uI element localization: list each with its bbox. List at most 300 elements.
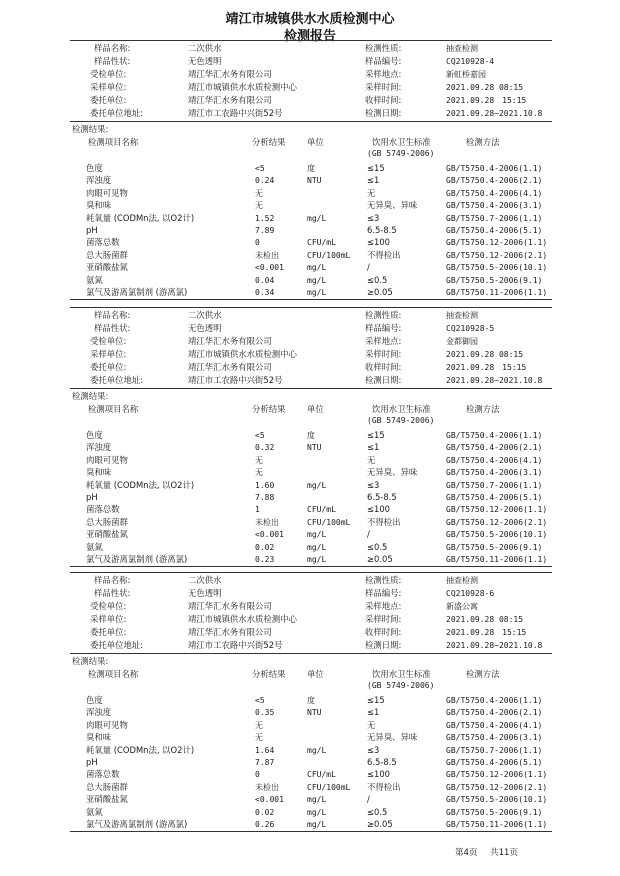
info-row	[0, 374, 620, 387]
item-method: GB/T5750.5-2006(10.1)	[446, 263, 548, 273]
item-unit: 度	[307, 431, 315, 440]
item-result: <5	[255, 164, 265, 173]
info-value: 靖江华汇水务有限公司	[188, 362, 272, 372]
item-name: 色度	[86, 695, 103, 705]
report-title: 检测报告	[283, 29, 336, 44]
info-value: 二次供水	[188, 310, 222, 320]
item-unit: CFU/100mL	[307, 517, 351, 527]
info-label: 委托单位:	[90, 362, 127, 372]
info-row	[0, 587, 620, 600]
item-name: 氯气及游离氯制剂 (游离氯)	[86, 819, 188, 829]
item-unit: 度	[307, 164, 315, 173]
info-label: 样品性状:	[94, 323, 131, 333]
item-result: 0.04	[255, 275, 275, 285]
item-method: GB/T5750.7-2006(1.1)	[446, 745, 543, 755]
item-method: GB/T5750.4-2006(4.1)	[446, 720, 543, 730]
info-value: 靖江华汇水务有限公司	[188, 69, 272, 79]
info-label: 采样时间:	[365, 349, 402, 359]
item-standard: ≤1	[367, 442, 380, 453]
info-value: 靖江市工农路中兴街52号	[188, 640, 283, 650]
item-result: 0	[255, 238, 260, 248]
item-result: 0.24	[255, 176, 275, 186]
section-top-rule	[70, 307, 552, 308]
info-label: 检测日期:	[365, 640, 402, 650]
info-value: 靖江市城镇供水水质检测中心	[188, 614, 297, 624]
item-standard: 不得检出	[367, 516, 401, 527]
info-value: 二次供水	[188, 43, 222, 53]
result-row	[0, 818, 620, 831]
result-row	[0, 429, 620, 442]
item-standard: 6.5-8.5	[367, 757, 397, 767]
info-label: 采样单位:	[90, 349, 127, 359]
column-header: 检测项目名称	[88, 404, 139, 414]
item-result: 未检出	[255, 782, 279, 792]
result-row	[0, 731, 620, 744]
item-standard: 无	[367, 187, 376, 198]
item-name: 菌落总数	[86, 769, 120, 780]
standard-subtitle: (GB 5749-2006)	[367, 416, 435, 425]
item-method: GB/T5750.4-2006(2.1)	[446, 708, 543, 718]
info-value: 2021.09.28 15:15	[446, 363, 527, 372]
item-name: 总大肠菌群	[86, 781, 128, 792]
item-standard: ≥0.05	[367, 554, 393, 564]
item-method: GB/T5750.12-2006(2.1)	[446, 517, 548, 527]
item-name: 臭和味	[86, 467, 112, 478]
info-row	[0, 94, 620, 107]
standard-subtitle: (GB 5749-2006)	[367, 681, 435, 690]
item-method: GB/T5750.4-2006(2.1)	[446, 176, 543, 186]
column-header: 单位	[307, 669, 324, 679]
item-result: <0.001	[255, 263, 284, 273]
result-row	[0, 212, 620, 225]
item-standard: 无	[367, 719, 376, 730]
item-result: 未检出	[255, 517, 279, 527]
result-row	[0, 236, 620, 249]
info-value: CQ210928-5	[446, 324, 495, 333]
result-row	[0, 806, 620, 819]
result-row	[0, 694, 620, 707]
info-row	[0, 68, 620, 81]
info-label: 受检单位:	[90, 69, 127, 79]
info-value: 靖江华汇水务有限公司	[188, 601, 272, 611]
item-result: 0	[255, 770, 260, 780]
info-label: 样品编号:	[365, 56, 402, 66]
info-row	[0, 309, 620, 322]
item-unit: mg/L	[307, 795, 327, 805]
item-unit: CFU/mL	[307, 770, 336, 780]
item-standard: 无	[367, 454, 376, 465]
item-standard: ≤100	[367, 504, 391, 515]
item-name: 氨氮	[86, 274, 103, 285]
info-value: CQ210928-6	[446, 589, 495, 598]
item-result: 1.52	[255, 213, 275, 223]
item-result: 0.02	[255, 807, 275, 817]
results-label: 检测结果:	[72, 391, 109, 401]
item-standard: 6.5-8.5	[367, 492, 397, 502]
result-row	[0, 466, 620, 479]
result-row	[0, 541, 620, 554]
item-unit: mg/L	[307, 213, 327, 223]
item-result: 0.32	[255, 443, 275, 453]
section-bottom-rule	[70, 566, 552, 567]
item-name: 色度	[86, 430, 103, 440]
item-method: GB/T5750.11-2006(1.1)	[446, 555, 548, 564]
item-name: 菌落总数	[86, 504, 120, 515]
result-row	[0, 793, 620, 806]
result-row	[0, 199, 620, 212]
item-method: GB/T5750.4-2006(5.1)	[446, 493, 543, 502]
report-org-title: 靖江市城镇供水水质检测中心	[225, 12, 395, 27]
item-method: GB/T5750.12-2006(2.1)	[446, 250, 548, 260]
item-name: 总大肠菌群	[86, 516, 128, 527]
info-label: 委托单位地址:	[90, 640, 144, 650]
item-method: GB/T5750.5-2006(9.1)	[446, 807, 543, 817]
item-name: 耗氧量 (CODMn法, 以O2计)	[86, 212, 195, 223]
info-row	[0, 335, 620, 348]
item-name: 总大肠菌群	[86, 249, 128, 260]
result-row	[0, 454, 620, 467]
info-label: 委托单位地址:	[90, 108, 144, 118]
item-name: 亚硝酸盐氮	[86, 262, 128, 273]
info-label: 委托单位:	[90, 627, 127, 637]
item-method: GB/T5750.5-2006(9.1)	[446, 542, 543, 552]
info-label: 检测日期:	[365, 375, 402, 385]
result-row	[0, 503, 620, 516]
item-unit: NTU	[307, 443, 322, 453]
item-result: <0.001	[255, 795, 284, 805]
item-standard: ≤1	[367, 175, 380, 186]
result-row	[0, 261, 620, 274]
column-header: 饮用水卫生标准	[372, 669, 431, 679]
results-label-row	[0, 390, 620, 403]
item-method: GB/T5750.4-2006(4.1)	[446, 188, 543, 198]
info-label: 采样时间:	[365, 614, 402, 624]
item-unit: mg/L	[307, 542, 327, 552]
info-value: 2021.09.28 15:15	[446, 628, 527, 637]
item-method: GB/T5750.12-2006(1.1)	[446, 505, 548, 515]
item-name: 肉眼可见物	[86, 454, 128, 465]
info-label: 样品名称:	[94, 310, 131, 320]
item-standard: ≤3	[367, 744, 380, 755]
item-unit: CFU/100mL	[307, 250, 351, 260]
item-result: 无	[255, 188, 263, 198]
item-result: <5	[255, 696, 265, 705]
item-result: 0.35	[255, 708, 275, 718]
item-result: 7.88	[255, 493, 275, 502]
result-row	[0, 162, 620, 175]
standard-subtitle: (GB 5749-2006)	[367, 149, 435, 158]
info-value: 抽查检测	[446, 576, 478, 585]
item-unit: CFU/100mL	[307, 782, 351, 792]
result-row	[0, 187, 620, 200]
info-label: 委托单位地址:	[90, 375, 144, 385]
item-method: GB/T5750.4-2006(1.1)	[446, 164, 543, 173]
item-name: 浑浊度	[86, 442, 112, 453]
standard-sub-row	[0, 147, 620, 160]
page-number: 第4页	[455, 848, 478, 858]
result-row	[0, 479, 620, 492]
item-standard: ≤0.5	[367, 274, 388, 285]
result-row	[0, 174, 620, 187]
item-result: 0.26	[255, 820, 275, 829]
result-row	[0, 491, 620, 504]
result-row	[0, 516, 620, 529]
item-method: GB/T5750.5-2006(9.1)	[446, 275, 543, 285]
item-result: 0.23	[255, 555, 275, 564]
info-row	[0, 348, 620, 361]
column-header: 检测项目名称	[88, 669, 139, 679]
info-value: 抽查检测	[446, 44, 478, 53]
item-name: 色度	[86, 163, 103, 173]
info-label: 样品名称:	[94, 575, 131, 585]
info-row	[0, 600, 620, 613]
info-label: 检测日期:	[365, 108, 402, 118]
info-bottom-rule	[70, 653, 552, 654]
item-standard: 6.5-8.5	[367, 225, 397, 235]
item-unit: mg/L	[307, 820, 327, 829]
info-label: 样品名称:	[94, 43, 131, 53]
info-label: 样品性状:	[94, 588, 131, 598]
item-standard: ≤15	[367, 695, 385, 705]
item-standard: /	[367, 529, 370, 540]
item-name: 亚硝酸盐氮	[86, 529, 128, 540]
info-value: 二次供水	[188, 575, 222, 585]
item-unit: mg/L	[307, 807, 327, 817]
info-label: 采样单位:	[90, 82, 127, 92]
item-result: 无	[255, 201, 263, 211]
item-name: 耗氧量 (CODMn法, 以O2计)	[86, 479, 195, 490]
item-unit: CFU/mL	[307, 238, 336, 248]
info-value: 靖江市城镇供水水质检测中心	[188, 82, 297, 92]
info-bottom-rule	[70, 121, 552, 122]
info-row	[0, 613, 620, 626]
column-header: 分析结果	[252, 404, 286, 414]
column-header: 检测方法	[466, 669, 500, 679]
info-label: 采样地点:	[365, 336, 402, 346]
results-label-row	[0, 655, 620, 668]
info-row	[0, 626, 620, 639]
results-label-row	[0, 123, 620, 136]
item-standard: ≤0.5	[367, 806, 388, 817]
item-result: 1.60	[255, 480, 275, 490]
result-row	[0, 286, 620, 299]
info-value: 2021.09.28 08:15	[446, 83, 524, 92]
info-label: 收样时间:	[365, 627, 402, 637]
info-label: 采样时间:	[365, 82, 402, 92]
info-value: 靖江市工农路中兴街52号	[188, 375, 283, 385]
result-row	[0, 719, 620, 732]
item-standard: ≤3	[367, 212, 380, 223]
item-unit: mg/L	[307, 555, 327, 564]
info-label: 委托单位:	[90, 95, 127, 105]
item-standard: /	[367, 794, 370, 805]
info-value: 2021.09.28~2021.10.8	[446, 109, 543, 118]
result-row	[0, 249, 620, 262]
item-name: 浑浊度	[86, 175, 112, 186]
item-standard: ≥0.05	[367, 287, 393, 297]
item-result: 1	[255, 505, 260, 515]
info-value: 无色透明	[188, 323, 222, 333]
item-method: GB/T5750.12-2006(1.1)	[446, 770, 548, 780]
item-result: 无	[255, 468, 263, 478]
item-standard: ≤1	[367, 707, 380, 718]
item-standard: ≤0.5	[367, 541, 388, 552]
item-unit: mg/L	[307, 263, 327, 273]
info-label: 收样时间:	[365, 362, 402, 372]
info-value: 新虹桥嘉园	[446, 70, 486, 79]
results-label: 检测结果:	[72, 656, 109, 666]
item-method: GB/T5750.4-2006(2.1)	[446, 443, 543, 453]
info-label: 检测性质:	[365, 575, 402, 585]
item-method: GB/T5750.4-2006(5.1)	[446, 758, 543, 767]
item-name: 肉眼可见物	[86, 187, 128, 198]
item-unit: mg/L	[307, 530, 327, 540]
item-unit: 度	[307, 696, 315, 705]
item-standard: ≤3	[367, 479, 380, 490]
column-header: 检测项目名称	[88, 137, 139, 147]
section-bottom-rule	[70, 831, 552, 832]
item-method: GB/T5750.12-2006(1.1)	[446, 238, 548, 248]
info-label: 采样地点:	[365, 69, 402, 79]
item-name: 菌落总数	[86, 237, 120, 248]
item-result: <5	[255, 431, 265, 440]
info-value: 2021.09.28~2021.10.8	[446, 641, 543, 650]
info-value: 无色透明	[188, 56, 222, 66]
info-value: 2021.09.28 08:15	[446, 350, 524, 359]
page-total: 共11页	[490, 848, 518, 858]
item-standard: /	[367, 262, 370, 273]
item-name: 肉眼可见物	[86, 719, 128, 730]
item-name: 臭和味	[86, 200, 112, 211]
info-row	[0, 639, 620, 652]
item-result: 0.02	[255, 542, 275, 552]
item-standard: 无异臭、异味	[367, 200, 418, 211]
item-standard: ≤15	[367, 163, 385, 173]
item-unit: mg/L	[307, 480, 327, 490]
item-method: GB/T5750.4-2006(1.1)	[446, 696, 543, 705]
info-row	[0, 322, 620, 335]
result-row	[0, 553, 620, 566]
item-method: GB/T5750.4-2006(3.1)	[446, 468, 543, 478]
info-label: 样品编号:	[365, 588, 402, 598]
info-bottom-rule	[70, 388, 552, 389]
item-standard: ≤100	[367, 769, 391, 780]
item-unit: mg/L	[307, 275, 327, 285]
column-header: 检测方法	[466, 404, 500, 414]
info-label: 样品性状:	[94, 56, 131, 66]
info-value: 靖江华汇水务有限公司	[188, 336, 272, 346]
item-name: pH	[86, 225, 98, 235]
item-method: GB/T5750.11-2006(1.1)	[446, 288, 548, 297]
info-value: 靖江市工农路中兴街52号	[188, 108, 283, 118]
info-row	[0, 361, 620, 374]
result-row	[0, 441, 620, 454]
item-name: 氯气及游离氯制剂 (游离氯)	[86, 287, 188, 297]
item-result: <0.001	[255, 530, 284, 540]
results-label: 检测结果:	[72, 124, 109, 134]
column-header: 单位	[307, 404, 324, 414]
page-footer	[455, 846, 528, 858]
section-top-rule	[70, 572, 552, 573]
item-unit: CFU/mL	[307, 505, 336, 515]
info-value: 靖江华汇水务有限公司	[188, 95, 272, 105]
item-unit: NTU	[307, 708, 322, 718]
column-header: 饮用水卫生标准	[372, 404, 431, 414]
item-result: 无	[255, 720, 263, 730]
info-row	[0, 55, 620, 68]
info-row	[0, 81, 620, 94]
item-standard: 不得检出	[367, 249, 401, 260]
item-name: 亚硝酸盐氮	[86, 794, 128, 805]
item-result: 7.89	[255, 226, 275, 235]
item-method: GB/T5750.5-2006(10.1)	[446, 795, 548, 805]
item-unit: mg/L	[307, 745, 327, 755]
info-row	[0, 42, 620, 55]
item-name: 氨氮	[86, 541, 103, 552]
info-value: 新盛公寓	[446, 602, 478, 611]
item-method: GB/T5750.7-2006(1.1)	[446, 480, 543, 490]
result-row	[0, 756, 620, 769]
item-result: 1.64	[255, 745, 275, 755]
result-row	[0, 274, 620, 287]
standard-sub-row	[0, 679, 620, 692]
item-standard: ≥0.05	[367, 819, 393, 829]
info-value: 抽查检测	[446, 311, 478, 320]
info-value: 无色透明	[188, 588, 222, 598]
item-method: GB/T5750.11-2006(1.1)	[446, 820, 548, 829]
item-unit: NTU	[307, 176, 322, 186]
column-header: 分析结果	[252, 669, 286, 679]
info-label: 采样地点:	[365, 601, 402, 611]
item-name: pH	[86, 757, 98, 767]
item-method: GB/T5750.4-2006(3.1)	[446, 733, 543, 743]
info-row	[0, 574, 620, 587]
item-method: GB/T5750.7-2006(1.1)	[446, 213, 543, 223]
standard-sub-row	[0, 414, 620, 427]
info-value: 2021.09.28 15:15	[446, 96, 527, 105]
item-unit: mg/L	[307, 288, 327, 297]
item-result: 无	[255, 733, 263, 743]
item-name: 臭和味	[86, 732, 112, 743]
result-row	[0, 744, 620, 757]
column-header: 检测方法	[466, 137, 500, 147]
item-method: GB/T5750.4-2006(3.1)	[446, 201, 543, 211]
column-header: 单位	[307, 137, 324, 147]
info-value: 靖江华汇水务有限公司	[188, 627, 272, 637]
info-label: 受检单位:	[90, 601, 127, 611]
item-result: 未检出	[255, 250, 279, 260]
item-standard: 不得检出	[367, 781, 401, 792]
column-header: 饮用水卫生标准	[372, 137, 431, 147]
info-label: 样品编号:	[365, 323, 402, 333]
info-label: 受检单位:	[90, 336, 127, 346]
item-standard: 无异臭、异味	[367, 467, 418, 478]
info-value: 金都御园	[446, 337, 478, 346]
item-standard: 无异臭、异味	[367, 732, 418, 743]
info-label: 收样时间:	[365, 95, 402, 105]
item-method: GB/T5750.4-2006(1.1)	[446, 431, 543, 440]
item-method: GB/T5750.4-2006(4.1)	[446, 455, 543, 465]
item-name: 氯气及游离氯制剂 (游离氯)	[86, 554, 188, 564]
item-method: GB/T5750.4-2006(5.1)	[446, 226, 543, 235]
section-bottom-rule	[70, 299, 552, 300]
result-row	[0, 781, 620, 794]
item-method: GB/T5750.5-2006(10.1)	[446, 530, 548, 540]
info-value: 2021.09.28~2021.10.8	[446, 376, 543, 385]
item-name: pH	[86, 492, 98, 502]
result-row	[0, 768, 620, 781]
info-label: 检测性质:	[365, 43, 402, 53]
